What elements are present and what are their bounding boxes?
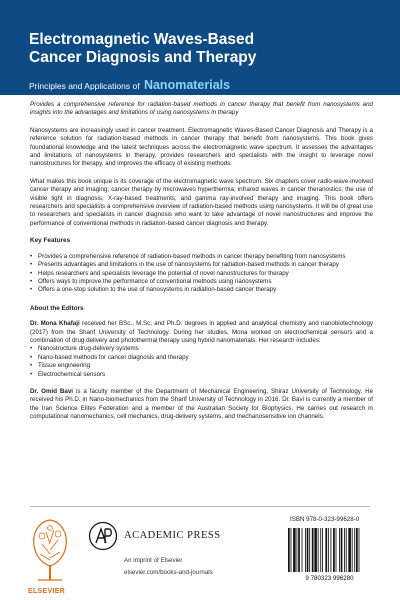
key-features-heading: Key Features bbox=[30, 237, 71, 245]
intro-statement: Provides a comprehensive reference for radiation-based methods in cancer therapy that benefit from nanosystems and insights into the advantages and limitations of using nanosystems in therapy bbox=[30, 101, 373, 117]
list-item: • Tissue engineering bbox=[30, 362, 373, 370]
header-band bbox=[0, 0, 400, 95]
list-item: • Helps researchers and specialists leverage the potential of novel nanostructures for therapy bbox=[30, 270, 373, 278]
description-paragraph-1: Nanosystems are increasingly used in cancer treatment. Electromagnetic Waves-Based Cancer Diagnosis and Therapy is a reference solution for radiation-based methods in cancer therapy that benefit from nanosystems. This book gives foundational knowledge and the latest techniques across the electromagnetic wave spectrum. It assesses the advantages and limitations of nanosystems in therapy, provides researchers and specialists with the insight to leverage novel nanostructures for therapy, and improves the efficacy of existing methods. bbox=[30, 126, 373, 168]
key-features-list bbox=[30, 253, 373, 295]
list-item: • Nanostructure drug-delivery systems bbox=[30, 345, 373, 353]
elsevier-wordmark: ELSEVIER bbox=[28, 588, 66, 595]
list-item: • Nano-based methods for cancer diagnosis and therapy bbox=[30, 354, 373, 362]
cover-body-text bbox=[30, 101, 373, 431]
editor-2-name: Dr. Omid Bavi bbox=[30, 387, 74, 395]
elsevier-tree-logo bbox=[28, 514, 72, 584]
title-line-2: Cancer Diagnosis and Therapy bbox=[29, 49, 257, 66]
isbn-label: ISBN 978-0-323-99628-0 bbox=[290, 516, 360, 523]
editor-2-bio-text: is a faculty member of the Department of Mechanical Engineering, Shiraz University of Technology. He received his Ph.D. in Nano-biomechanics from the Sharif University of Technology in 2016. Dr. Bavi is currently a member of the Iran Science Elites Federation and a member of the Australian Society for Biophysics. He carries out research in computational nanomechanics, cell mechanics, drug-delivery systems, and mechanosensitive ion channels. bbox=[30, 387, 374, 421]
editor-2-bio bbox=[30, 388, 373, 422]
description-paragraph-2: What makes this book unique is its coverage of the electromagnetic wave spectrum. Six chapters cover radio-wave-involved cancer therapy and imaging; cancer therapy by microwaves hyperthermia; infrared waves in cancer theranostics; the use of visible light in diagnosis; X-ray-based treatments; and gamma ray-involved therapy and imaging. This book offers researchers and specialists a comprehensive overview of radiation-based methods using nanosystems. It will be of great use to researchers and specialists in cancer diagnosis who want to take advantage of novel nanostructures and improve the performance of conventional methods in radiation-based cancer diagnosis and therapy. bbox=[30, 177, 373, 227]
list-item: • Offers ways to improve the performance of conventional methods using nanosystems bbox=[30, 278, 373, 286]
barcode bbox=[282, 526, 377, 582]
subtitle-text: Principles and Applications of bbox=[29, 81, 140, 91]
academic-press-logo bbox=[88, 521, 118, 551]
publisher-url: elsevier.com/books-and-journals bbox=[124, 569, 213, 576]
list-item: • Electrochemical sensors bbox=[30, 371, 373, 379]
editors-heading: About the Editors bbox=[30, 304, 84, 312]
list-item: • Offers a one-stop solution to the use of nanosystems in radiation-based cancer therapy bbox=[30, 286, 373, 294]
editor-1-bio bbox=[30, 320, 373, 345]
book-title bbox=[29, 31, 389, 67]
list-item: • Provides a comprehensive reference of radiation-based methods in cancer therapy benefiting from nanosystems bbox=[30, 253, 373, 261]
footer-divider bbox=[30, 506, 370, 507]
title-line-1: Electromagnetic Waves-Based bbox=[29, 31, 255, 48]
book-subtitle bbox=[29, 78, 230, 92]
editor-1-bio-text: received her BSc., M.Sc, and Ph.D. degrees in applied and analytical chemistry and nanobiotechnology (2017) from the Sharif University of Technology. During her studies, Mona worked on electrochemical sensors and a combination of drug delivery and photothermal therapy using hybrid nanomaterials. Her research includes: bbox=[30, 320, 373, 344]
editor-1-interests bbox=[30, 345, 373, 379]
barcode-number: 9 780323 996280 bbox=[305, 575, 354, 582]
imprint-text: An imprint of Elsevier bbox=[124, 557, 183, 564]
publisher-footer bbox=[0, 506, 400, 600]
editor-1-name: Dr. Mona Khafaji bbox=[30, 320, 80, 328]
publisher-name: ACADEMIC PRESS bbox=[124, 530, 221, 541]
list-item: • Presents advantages and limitations in the use of nanosystems for radiation-based methods in cancer therapy bbox=[30, 261, 373, 269]
subtitle-highlight: Nanomaterials bbox=[143, 78, 231, 92]
